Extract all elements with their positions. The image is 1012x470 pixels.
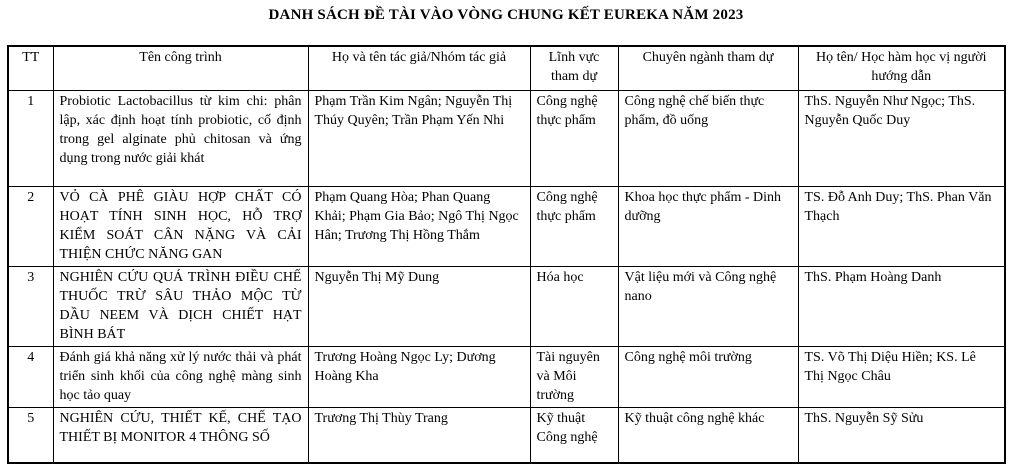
cell-tt: 1 bbox=[8, 90, 53, 186]
cell-field: Công nghệ thực phẩm bbox=[530, 186, 618, 266]
header-field: Lĩnh vực tham dự bbox=[530, 46, 618, 90]
cell-tt: 2 bbox=[8, 186, 53, 266]
table-row bbox=[8, 90, 1005, 186]
cell-supervisors: TS. Đỗ Anh Duy; ThS. Phan Văn Thạch bbox=[798, 186, 1005, 266]
table-row bbox=[8, 407, 1005, 463]
cell-specialization: Công nghệ môi trường bbox=[618, 346, 798, 407]
table-header-row bbox=[8, 46, 1005, 90]
cell-supervisors: TS. Võ Thị Diệu Hiền; KS. Lê Thị Ngọc Châu bbox=[798, 346, 1005, 407]
cell-supervisors: ThS. Phạm Hoàng Danh bbox=[798, 266, 1005, 346]
table-row bbox=[8, 186, 1005, 266]
document-title: DANH SÁCH ĐỀ TÀI VÀO VÒNG CHUNG KẾT EUREKA NĂM 2023 bbox=[268, 7, 744, 23]
cell-authors: Nguyễn Thị Mỹ Dung bbox=[308, 266, 530, 346]
cell-field: Công nghệ thực phẩm bbox=[530, 90, 618, 186]
cell-project: NGHIÊN CỨU, THIẾT KẾ, CHẾ TẠO THIẾT BỊ MONITOR 4 THÔNG SỐ bbox=[53, 407, 308, 463]
cell-field: Hóa học bbox=[530, 266, 618, 346]
header-specialization: Chuyên ngành tham dự bbox=[618, 46, 798, 90]
cell-project: VỎ CÀ PHÊ GIÀU HỢP CHẤT CÓ HOẠT TÍNH SINH HỌC, HỖ TRỢ KIỂM SOÁT CÂN NẶNG VÀ CẢI THIỆN CHỨC NĂNG GAN bbox=[53, 186, 308, 266]
cell-specialization: Kỹ thuật công nghệ khác bbox=[618, 407, 798, 463]
cell-field: Tài nguyên và Môi trường bbox=[530, 346, 618, 407]
table-row bbox=[8, 346, 1005, 407]
cell-specialization: Vật liệu mới và Công nghệ nano bbox=[618, 266, 798, 346]
cell-specialization: Khoa học thực phẩm - Dinh dưỡng bbox=[618, 186, 798, 266]
cell-specialization: Công nghệ chế biến thực phẩm, đồ uống bbox=[618, 90, 798, 186]
cell-tt: 3 bbox=[8, 266, 53, 346]
header-project: Tên công trình bbox=[53, 46, 308, 90]
projects-table bbox=[7, 45, 1006, 464]
header-authors: Họ và tên tác giả/Nhóm tác giả bbox=[308, 46, 530, 90]
cell-authors: Phạm Quang Hòa; Phan Quang Khải; Phạm Gia Bảo; Ngô Thị Ngọc Hân; Trương Thị Hồng Thắm bbox=[308, 186, 530, 266]
cell-tt: 5 bbox=[8, 407, 53, 463]
cell-supervisors: ThS. Nguyễn Sỹ Sửu bbox=[798, 407, 1005, 463]
cell-supervisors: ThS. Nguyễn Như Ngọc; ThS. Nguyễn Quốc Duy bbox=[798, 90, 1005, 186]
cell-project: Đánh giá khả năng xử lý nước thải và phát triển sinh khối của công nghệ màng sinh học tảo quay bbox=[53, 346, 308, 407]
cell-project: NGHIÊN CỨU QUÁ TRÌNH ĐIỀU CHẾ THUỐC TRỪ SÂU THẢO MỘC TỪ DẦU NEEM VÀ DỊCH CHIẾT HẠT BÌNH BÁT bbox=[53, 266, 308, 346]
table-row bbox=[8, 266, 1005, 346]
cell-field: Kỹ thuật Công nghệ bbox=[530, 407, 618, 463]
header-supervisors: Họ tên/ Học hàm học vị người hướng dẫn bbox=[798, 46, 1005, 90]
cell-tt: 4 bbox=[8, 346, 53, 407]
cell-authors: Trương Hoàng Ngọc Ly; Dương Hoàng Kha bbox=[308, 346, 530, 407]
header-tt: TT bbox=[8, 46, 53, 90]
cell-project: Probiotic Lactobacillus từ kim chi: phân lập, xác định hoạt tính probiotic, cố định trong gel alginate phủ chitosan và ứng dụng trong nước giải khát bbox=[53, 90, 308, 186]
cell-authors: Phạm Trần Kim Ngân; Nguyễn Thị Thúy Quyên; Trần Phạm Yến Nhi bbox=[308, 90, 530, 186]
cell-authors: Trương Thị Thùy Trang bbox=[308, 407, 530, 463]
